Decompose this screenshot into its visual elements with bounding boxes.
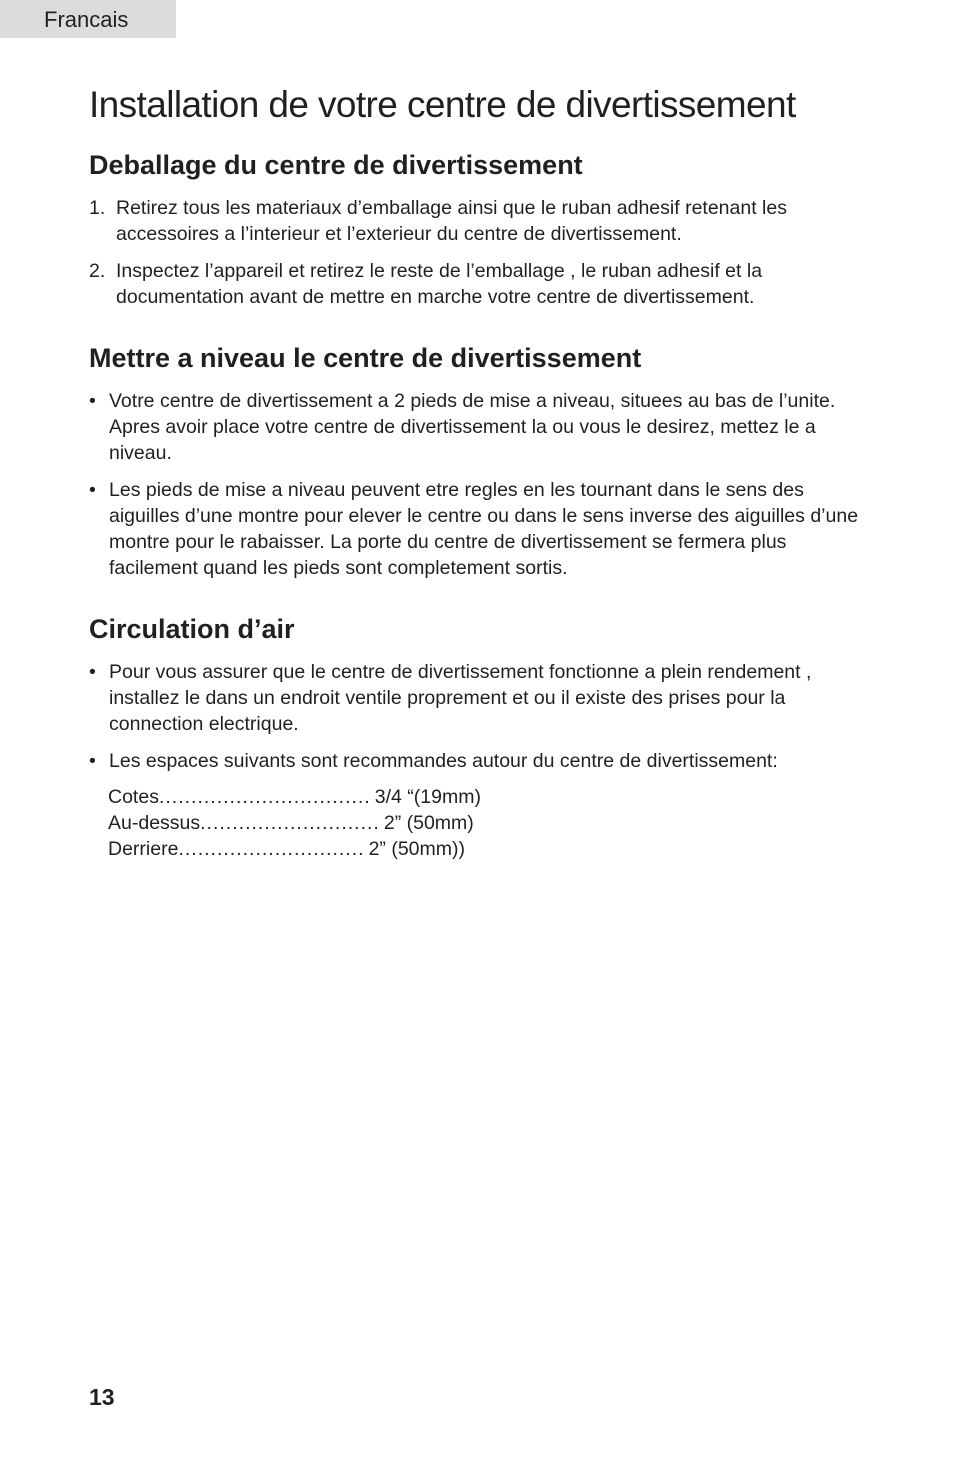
section-heading-unpacking: Deballage du centre de divertissement xyxy=(89,150,583,180)
clearance-value: 2” (50mm)) xyxy=(368,838,465,860)
list-marker: 2. xyxy=(89,260,106,282)
list-item-text: Pour vous assurer que le centre de divertissement fonctionne a plein rendement , installez le dans un endroit ventile proprement et ou il existe des prises pour la connection electrique. xyxy=(109,661,812,735)
clearance-leader-dots: ................................. xyxy=(158,786,371,808)
clearance-label: Derriere xyxy=(108,838,179,860)
bullet-marker: • xyxy=(89,479,96,501)
list-item xyxy=(89,388,879,466)
clearance-row xyxy=(108,784,481,810)
clearance-value: 2” (50mm) xyxy=(383,812,474,834)
list-item xyxy=(89,258,879,310)
clearance-row xyxy=(108,810,481,836)
list-item xyxy=(89,748,879,774)
list-item-text: Les espaces suivants sont recommandes autour du centre de divertissement: xyxy=(109,750,778,772)
list-marker: 1. xyxy=(89,197,106,219)
clearance-row xyxy=(108,836,481,862)
section-heading-airflow: Circulation d’air xyxy=(89,614,295,644)
list-item-text: Votre centre de divertissement a 2 pieds de mise a niveau, situees au bas de l’unite. Apres avoir place votre centre de divertissement la ou vous le desirez, mettez le a niveau. xyxy=(109,390,836,464)
section-heading-leveling: Mettre a niveau le centre de divertissement xyxy=(89,343,642,373)
list-item xyxy=(89,659,879,737)
list-item-text: Les pieds de mise a niveau peuvent etre regles en les tournant dans le sens des aiguilles d’une montre pour elever le centre ou dans le sens inverse des aiguilles d’une montre pour le rabaisser. La porte du centre de divertissement se fermera plus facilement quand les pieds sont completement sortis. xyxy=(109,479,859,579)
bullet-marker: • xyxy=(89,390,96,412)
bullet-marker: • xyxy=(89,661,96,683)
list-item-text: Retirez tous les materiaux d’emballage ainsi que le ruban adhesif retenant les accessoires a l’interieur et l’exterieur du centre de divertissement. xyxy=(116,197,787,245)
clearance-label: Au-dessus xyxy=(108,812,201,834)
page-title: Installation de votre centre de divertissement xyxy=(89,84,796,125)
list-item xyxy=(89,477,879,581)
bullet-marker: • xyxy=(89,750,96,772)
clearance-value: 3/4 “(19mm) xyxy=(374,786,481,808)
language-tab: Francais xyxy=(0,0,176,38)
clearance-leader-dots: ............................ xyxy=(200,812,380,834)
list-item xyxy=(89,195,879,247)
clearance-label: Cotes xyxy=(108,786,159,808)
page-number: 13 xyxy=(89,1384,115,1410)
clearance-table xyxy=(108,784,481,862)
clearance-leader-dots: ............................. xyxy=(178,838,365,860)
list-item-text: Inspectez l’appareil et retirez le reste de l’emballage , le ruban adhesif et la documentation avant de mettre en marche votre centre de divertissement. xyxy=(116,260,763,308)
